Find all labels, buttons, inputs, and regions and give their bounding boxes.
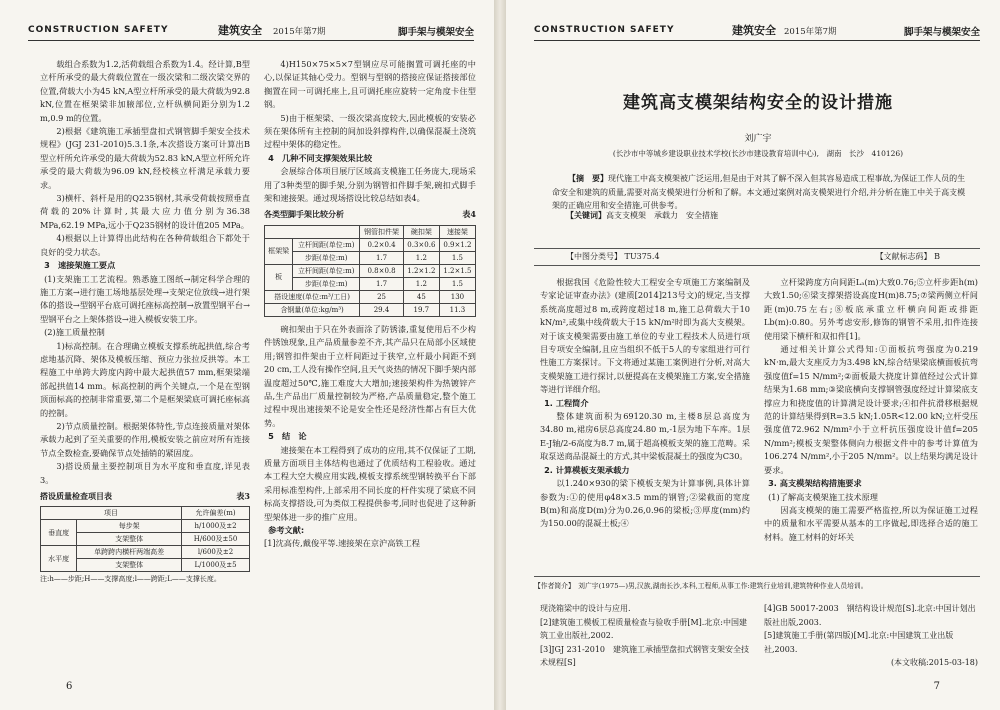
running-header — [534, 22, 980, 41]
clc-label: 【中图分类号】 — [566, 252, 622, 261]
brand-text: CONSTRUCTION SAFETY — [534, 25, 675, 35]
subheading: (1)支架施工工艺流程。熟悉施工图纸→制定科学合理的施工方案→进行施工场地基层处理→支架定位放线→进行架体的搭设→型钢平台底可调托座标高控制→放置型钢平台→型钢平台之上架体搭设→进入模板安装工序。 — [40, 273, 250, 324]
paragraph: 1)标高控制。在合理确立模板支撑系统起拱值,综合考虑地基沉降、架体及模板压缩、预应力张拉反拱等。本工程施工中单跨大跨度内跨中最大起拱值57 mm,框架梁端部起拱值14 mm。标高控制的两个关键点,一个是在型钢顶面标高的控制非常重要,第二个是框架梁底可调托座标高的控制。 — [40, 340, 250, 418]
doc-code-value: B — [934, 252, 940, 261]
left-column-2 — [264, 58, 476, 551]
clc-value: TU375.4 — [624, 252, 660, 261]
keywords-text: 高支支模架 承载力 安全措施 — [606, 211, 718, 220]
table-cell: 步距(单位:m) — [293, 251, 360, 264]
paragraph: 因高支模架的施工需要严格监控,所以为保证施工过程中的质量和水平需要从基本的工序做起,即选择合适的施工材料。施工材料的好坏关 — [764, 504, 978, 542]
table-cell: 25 — [360, 290, 404, 303]
subheading: (2)施工质量控制 — [44, 327, 105, 338]
journal-logo: 建筑安全 — [732, 24, 776, 37]
column-title: 脚手架与模架安全 — [397, 27, 474, 38]
table-cell: 支架整体 — [77, 533, 182, 546]
table-header: 项目 — [41, 507, 182, 520]
brand-text: CONSTRUCTION SAFETY — [28, 25, 169, 35]
paragraph: 整体建筑面积为69120.30 m,主楼8层总高度为34.80 m,裙房6层总高度24.80 m,-1层为地下车库。1层E-J轴/2-6高度为8.7 m,属于超高模板支架的施工范畴。采取泵送商品混凝土的方式,其中梁板混凝土的强度为C30。 — [540, 411, 750, 462]
table-row — [265, 303, 476, 316]
table-cell: 含钢量(单位:kg/m³) — [265, 303, 360, 316]
paragraph: 立杆梁跨度方向间距Lₐ(m)大致0.76;⑤立杆步距h(m)大致1.50;⑥梁支撑架搭设高度H(m)8.75;⑦梁两侧立杆间距(m)0.75左右;⑧板底承重立杆横向间距或排距Lb(m):0.80。另外考虑安形,修饰的钢管不采用,扣件连接使用梁下横杆和双扣件[1]。 — [764, 277, 978, 341]
table-cell: 0.8×0.8 — [360, 264, 404, 277]
table-cell: 45 — [403, 290, 439, 303]
abstract-label: 【摘 要】 — [568, 173, 608, 183]
table-cell: 1.5 — [439, 277, 475, 290]
table3-caption — [40, 490, 250, 503]
references-col-1 — [540, 602, 750, 670]
issue-label: 2015年第7期 — [784, 27, 837, 37]
reference-item: [1]沈高传,戴俊平等.速接架在京沪高铁工程 — [264, 538, 420, 549]
keywords — [566, 210, 718, 221]
table4-caption — [264, 208, 476, 221]
journal-logo: 建筑安全 — [218, 24, 262, 37]
table-cell: 1.7 — [360, 277, 404, 290]
abstract — [552, 172, 972, 213]
paragraph: 2)节点质量控制。根据架体特性,节点连接质量对架体承载力起到了至关重要的作用,模板安装之前应对所有连接节点全数检查,要确保节点处插销的紧固度。 — [40, 420, 250, 458]
author-footnote: 【作者简介】 刘广宇(1975—)男,汉族,湖南长沙,本科,工程师,从事工作:建筑行业培训,建筑特种作业人员培训。 — [534, 576, 980, 590]
section-heading: 3 速接架施工要点 — [44, 260, 116, 271]
table-row — [265, 290, 476, 303]
paragraph: 以1.240×930的梁下模板支架为计算事例,具体计算参数为:①的使用φ48×3.5 mm的钢管;②梁截面的宽度B(m)和高度D(m)分为0.26,0.96的梁板;③厚度(mm)约为150.00的混凝土板;④ — [540, 478, 750, 529]
table-title: 搭设质量检查项目表 — [40, 491, 112, 501]
table-cell: 搭设速度(单位:m³/工日) — [265, 290, 360, 303]
paragraph: 载组合系数为1.2,活荷载组合系数为1.4。经计算,B型立杆所承受的最大荷载位置在一级次梁和二级次梁交界的位置,荷载大小为45 kN,A型立杆所承受的最大荷载为92.8 kN,位置在框架梁非加腋部位,立杆纵横间距分别为1.2 m,0.9 m的位置。 — [40, 59, 250, 123]
subheading: (1)了解高支模架施工技术原理 — [768, 491, 878, 502]
page-number: 6 — [66, 681, 73, 692]
table-cell: 0.2×0.4 — [360, 238, 404, 251]
abstract-text: 现代施工中高支模架被广泛运用,但是由于对其了解不深入但其容易造成工程事故,为保证工作人员的生命安全和建筑的质量,需要对高支模架进行分析和了解。本文通过案例对高支模架进行介绍,并分析在施工中关于高支模架的正确应用和安全措施,可供参考。 — [552, 174, 966, 210]
paragraph: 碗扣架由于只在外表面涂了防锈漆,重复使用后不少构件锈蚀现象,且产品质量参差不齐,其产品只在局部小区域使用;钢管扣件架由于立杆间距过于狭窄,立杆最小间距不到20 cm,工人没有操作空间,且天气炎热的情况下脚手架内部温度超过50℃,施工难度大大增加;速接架构件为热镀锌产品,生产品出厂质量控制较为严格,产品质量稳定,整个施工过程中现出速接架不论是安全性还是经济性都占有巨大优势。 — [264, 323, 476, 428]
table-title: 各类型脚手架比较分析 — [264, 209, 344, 220]
running-header — [28, 22, 474, 41]
paragraph: 2)根据《建筑施工承插型盘扣式钢管脚手架安全技术规程》(JGJ 231-2010)5.3.1条,本次搭设方案可计算出B型立杆所允许承受的最大荷载为52.83 kN,A型立杆所允许承受的最大荷载为96.09 kN,经校核立杆满足承载力要求。 — [40, 126, 250, 190]
table-header: 速接架 — [439, 225, 475, 238]
paragraph: 4)H150×75×5×7型钢应尽可能搁置可调托座的中心,以保证其轴心受力。型钢与型钢的搭接应保证搭接部位搁置在同一可调托座上,且可调托座应旋转一定角度卡住型钢。 — [264, 59, 476, 110]
table-row — [265, 277, 476, 290]
table-cell: 0.9×1.2 — [439, 238, 475, 251]
table-cell: 立杆间距(单位:m) — [293, 238, 360, 251]
table-cell: h/1000及±2 — [182, 520, 250, 533]
table-cell: 19.7 — [403, 303, 439, 316]
table-cell: 1.7 — [360, 251, 404, 264]
doc-code-label: 【文献标志码】 — [875, 252, 932, 261]
section-heading: 3. 高支模架结构措施要求 — [768, 478, 862, 489]
book-gutter — [494, 0, 506, 710]
table-cell: 130 — [439, 290, 475, 303]
paragraph: 通过相关计算公式得知:①面板抗弯强度为0.219 kN·m,最大支座反力为3.498 kN,综合结果梁底横面板抗弯强度值f=15 N/mm²;②面板最大挠度计算值经过公式计算结果为1.68 mm;③梁底横向支撑钢管强度经过计算梁底支撑应力和挠度值的计算满足设计要求;④扣件抗滑移根据规范的计算结果得到R=3.5 kN;1.05R<12.00 kN;立杆受压强度值72.962 N/mm²小于立杆抗压强度设计值f=205 N/mm²;模板支架整体侧向力根据文件中的参考计算值为106.274 N/mm²,小于205 N/mm²。以上结果均满足设计要求。 — [764, 344, 978, 475]
table-header — [265, 225, 360, 238]
section-heading: 5 结 论 — [268, 431, 307, 442]
table-cell: 0.3×0.6 — [403, 238, 439, 251]
paragraph: 3)搭设质量主要控制项目为水平度和垂直度,详见表3。 — [40, 461, 250, 485]
paragraph: 4)根据以上计算得出此结构在各种荷载组合下都处于良好的受力状态。 — [40, 233, 250, 257]
paragraph: 3)横杆、斜杆是用的Q235钢材,其承受荷载按照垂直荷载的20%计算时,其最大应力值分别为36.38 MPa,62.19 MPa,远小于Q235钢材的设计值205 MPa。 — [40, 193, 250, 230]
table-cell: 立杆间距(单位:m) — [293, 264, 360, 277]
paragraph: 速接架在本工程得到了成功的应用,其不仅保证了工期,质量方面项目主体结构也通过了优质结构工程验收。通过本工程大空大模应用实践,模板支撑系统型钢转换平台下部采用标准型构件,上部采用不同长度的杆件实现了梁底不同标高支撑搭设,可为类似工程提供参考,同时也促进了这种新型架体进一步的推广应用。 — [264, 444, 476, 522]
right-page — [506, 0, 1000, 710]
references-col-2 — [764, 602, 978, 670]
reference-item: [5]建筑施工手册(第四版)[M].北京:中国建筑工业出版社,2003. — [764, 631, 954, 654]
table-cell: 支架整体 — [77, 559, 182, 572]
keywords-label: 【关键词】 — [566, 210, 606, 220]
table-cell: 框架梁 — [265, 238, 293, 264]
table-row — [41, 520, 250, 533]
issue-label: 2015年第7期 — [273, 27, 326, 37]
table3 — [40, 506, 250, 572]
table-cell: 1.2 — [403, 277, 439, 290]
table-row — [41, 546, 250, 559]
table-cell: 板 — [265, 264, 293, 290]
left-column-1 — [40, 58, 250, 584]
table-cell: 1.2×1.5 — [439, 264, 475, 277]
table-cell: 水平度 — [41, 546, 77, 572]
table-cell: 每步架 — [77, 520, 182, 533]
reference-item: 现浇箱梁中的设计与应用. — [540, 604, 631, 613]
right-column-2 — [764, 276, 978, 544]
doc-code-field — [876, 249, 940, 265]
right-column-1 — [540, 276, 750, 531]
column-title: 脚手架与模架安全 — [903, 27, 980, 38]
reference-item: [4]GB 50017-2003 钢结构设计规范[S].北京:中国计划出版社出版,2003. — [764, 604, 976, 627]
table-cell: 步距(单位:m) — [293, 277, 360, 290]
classification-row — [534, 248, 980, 266]
paragraph: 根据我国《危险性较大工程安全专项施工方案编制及专家论证审查办法》(建质[2014]213号文)的规定,当支撑系统高度超过8 m,或跨度超过18 m,施工总荷载大于10 kN/m²,或集中线荷载大于15 kN/m²时即为高大支模架。对于该支模架需要由施工单位的专业工程技术人员进行项目专项安全编制,且应当组织不低于5人的专家组进行可行性施工方案探讨。下文将通过某施工案例进行分析,对高大支模架施工进行探讨,以便提高在支模架施工方案,安全措施等进行详细介绍。 — [540, 277, 750, 395]
table-row — [265, 264, 476, 277]
table-row — [265, 251, 476, 264]
table-row — [265, 238, 476, 251]
table-cell: L/1000及±5 — [182, 559, 250, 572]
paragraph: 5)由于框架梁、一级次梁高度较大,因此模板的安装必须在架体所有主控制的间加设斜撑构件,以确保混凝土浇筑过程中架体的稳定性。 — [264, 112, 476, 150]
section-heading: 2. 计算模板支架承载力 — [544, 464, 630, 475]
table-cell: l/600及±2 — [182, 546, 250, 559]
table-cell: 1.2 — [403, 251, 439, 264]
reference-item: [3]JGJ 231-2010 建筑施工承插型盘扣式钢管支架安全技术规程[S] — [540, 644, 750, 667]
table-cell: 1.2×1.2 — [403, 264, 439, 277]
table-header: 钢管扣件架 — [360, 225, 404, 238]
article-author: 刘广宇 — [744, 134, 772, 144]
paragraph: 会展综合体项目展厅区域高支模施工任务庞大,现场采用了3种类型的脚手架,分别为钢管扣件脚手架,碗扣式脚手架和速接架。通过现场搭设比较总结如表4。 — [264, 166, 476, 204]
table-cell: 垂直度 — [41, 520, 77, 546]
left-page — [0, 0, 494, 710]
section-heading: 1. 工程简介 — [544, 397, 589, 408]
page-number: 7 — [933, 681, 940, 692]
table-cell: H/600及±50 — [182, 533, 250, 546]
reference-item: [2]建筑施工模板工程质量检查与验收手册[M].北京:中国建筑工业出版社,2002. — [540, 617, 748, 640]
table-note: 注:h——步距;H——支撑高度;l——跨距;L——支撑长度。 — [40, 575, 221, 584]
clc-field — [566, 249, 660, 265]
table-cell: 1.5 — [439, 251, 475, 264]
references-heading: 参考文献: — [268, 524, 305, 535]
table-number: 表4 — [462, 209, 476, 220]
table-cell: 29.4 — [360, 303, 404, 316]
table-number: 表3 — [236, 491, 250, 501]
received-date: (本文收稿:2015-03-18) — [890, 658, 978, 667]
table-header: 允许偏差(m) — [182, 507, 250, 520]
article-title: 建筑高支模架结构安全的设计措施 — [623, 93, 893, 113]
author-affiliation: (长沙市中等城乡建设职业技术学校(长沙市建设教育培训中心), 湖南 长沙 410126) — [612, 149, 904, 158]
section-heading: 4 几种不同支撑架效果比较 — [268, 152, 373, 163]
table-cell: 单跨跨内横杆两端高差 — [77, 546, 182, 559]
table-cell: 11.3 — [439, 303, 475, 316]
table4 — [264, 225, 476, 317]
table-header: 碗扣架 — [403, 225, 439, 238]
